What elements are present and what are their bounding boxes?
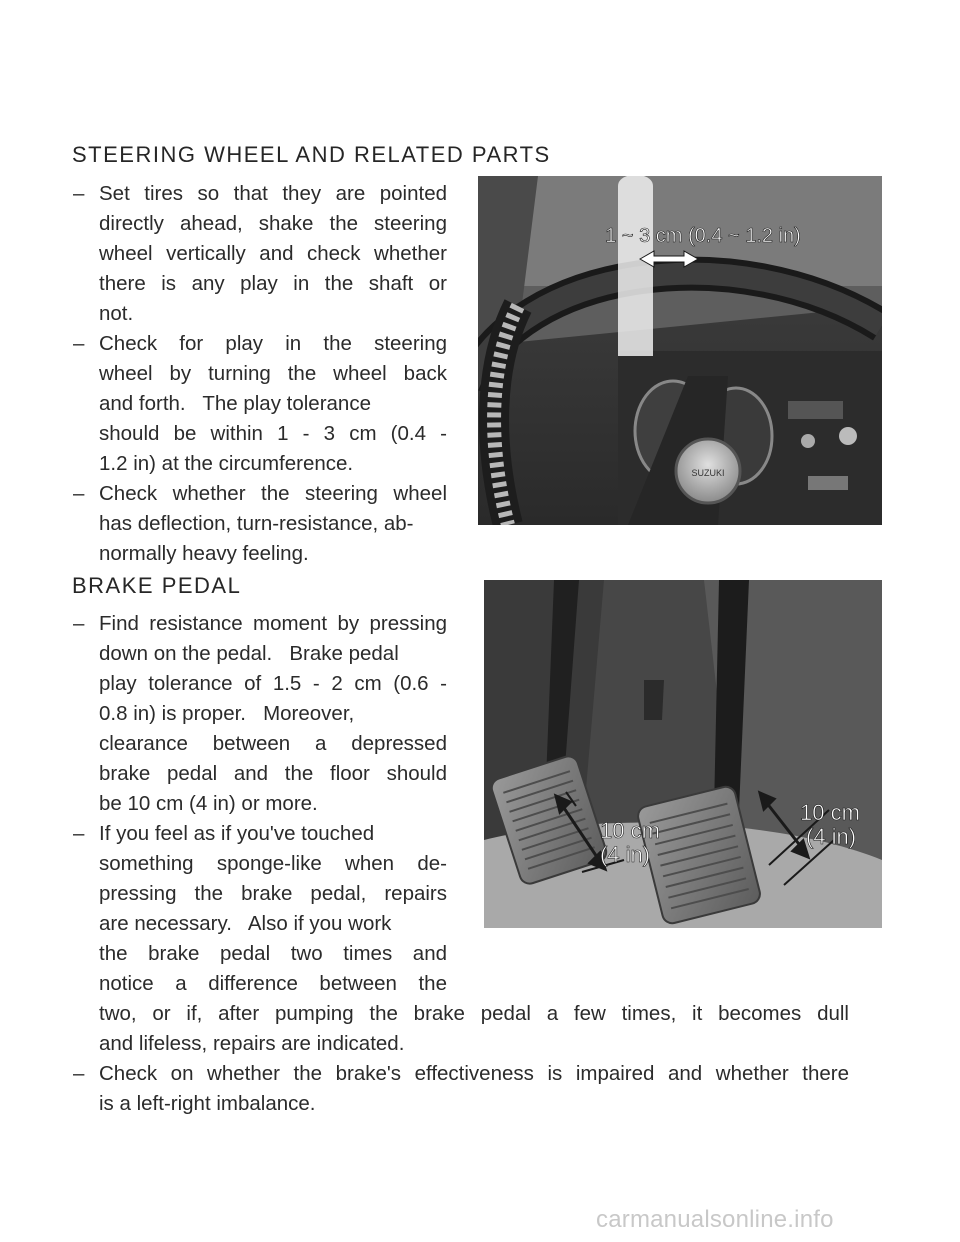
steering-line-6: Check for play in the steering xyxy=(99,332,447,355)
brake-line-5: clearance between a depressed xyxy=(99,732,447,755)
bullet-dash: – xyxy=(73,822,85,845)
brake-line-3: play tolerance of 1.5 - 2 cm (0.6 - xyxy=(99,672,447,695)
bullet-dash: – xyxy=(73,482,85,505)
brake-line-9: something sponge-like when de- xyxy=(99,852,447,875)
brake-pedal-photo xyxy=(484,580,882,928)
brake-line-7: be 10 cm (4 in) or more. xyxy=(99,792,318,815)
brake-line-10: pressing the brake pedal, repairs xyxy=(99,882,447,905)
brake-line-4: 0.8 in) is proper. Moreover, xyxy=(99,702,355,725)
steering-heading: STEERING WHEEL AND RELATED PARTS xyxy=(72,142,551,167)
bullet-dash: – xyxy=(73,332,85,355)
brake-line-12: the brake pedal two times and xyxy=(99,942,447,965)
steering-line-11: Check whether the steering wheel xyxy=(99,482,447,505)
brake-line-14: two, or if, after pumping the brake pedal a few times, it becomes dull xyxy=(99,1002,849,1025)
steering-line-7: wheel by turning the wheel back xyxy=(99,362,447,385)
steering-line-5: not. xyxy=(99,302,134,325)
bullet-dash: – xyxy=(73,182,85,205)
steering-line-1: Set tires so that they are pointed xyxy=(99,182,447,205)
brake-line-2: down on the pedal. Brake pedal xyxy=(99,642,399,665)
right-measure-cm: 10 cm xyxy=(800,800,860,825)
steering-line-4: there is any play in the shaft or xyxy=(99,272,447,295)
play-tolerance-label: 1 ~ 3 cm (0.4 ~ 1.2 in) xyxy=(605,225,801,247)
brake-line-15: and lifeless, repairs are indicated. xyxy=(99,1032,405,1055)
right-measure-in: (4 in) xyxy=(806,824,857,849)
brake-line-1: Find resistance moment by pressing xyxy=(99,612,447,635)
brake-line-11: are necessary. Also if you work xyxy=(99,912,392,935)
steering-line-3: wheel vertically and check whether xyxy=(99,242,447,265)
left-measure-cm: 10 cm xyxy=(600,818,660,843)
steering-wheel-illustration xyxy=(478,176,882,525)
brake-pedal-illustration xyxy=(484,580,882,928)
brake-line-8: If you feel as if you've touched xyxy=(99,822,375,845)
steering-wheel-photo xyxy=(478,176,882,525)
steering-line-10: 1.2 in) at the circumference. xyxy=(99,452,354,475)
watermark: carmanualsonline.info xyxy=(596,1206,834,1233)
steering-line-13: normally heavy feeling. xyxy=(99,542,309,565)
steering-line-8: and forth. The play tolerance xyxy=(99,392,371,415)
bullet-dash: – xyxy=(73,1062,85,1085)
horn-label: SUZUKI xyxy=(691,468,725,478)
steering-line-12: has deflection, turn-resistance, ab- xyxy=(99,512,414,535)
brake-line-13: notice a difference between the xyxy=(99,972,447,995)
brake-heading: BRAKE PEDAL xyxy=(72,573,242,598)
steering-line-9: should be within 1 - 3 cm (0.4 - xyxy=(99,422,447,445)
brake-line-17: is a left-right imbalance. xyxy=(99,1092,316,1115)
bullet-dash: – xyxy=(73,612,85,635)
left-measure-in: (4 in) xyxy=(600,842,651,867)
steering-line-2: directly ahead, shake the steering xyxy=(99,212,447,235)
brake-line-16: Check on whether the brake's effectiveness is impaired and whether there xyxy=(99,1062,849,1085)
brake-line-6: brake pedal and the floor should xyxy=(99,762,447,785)
